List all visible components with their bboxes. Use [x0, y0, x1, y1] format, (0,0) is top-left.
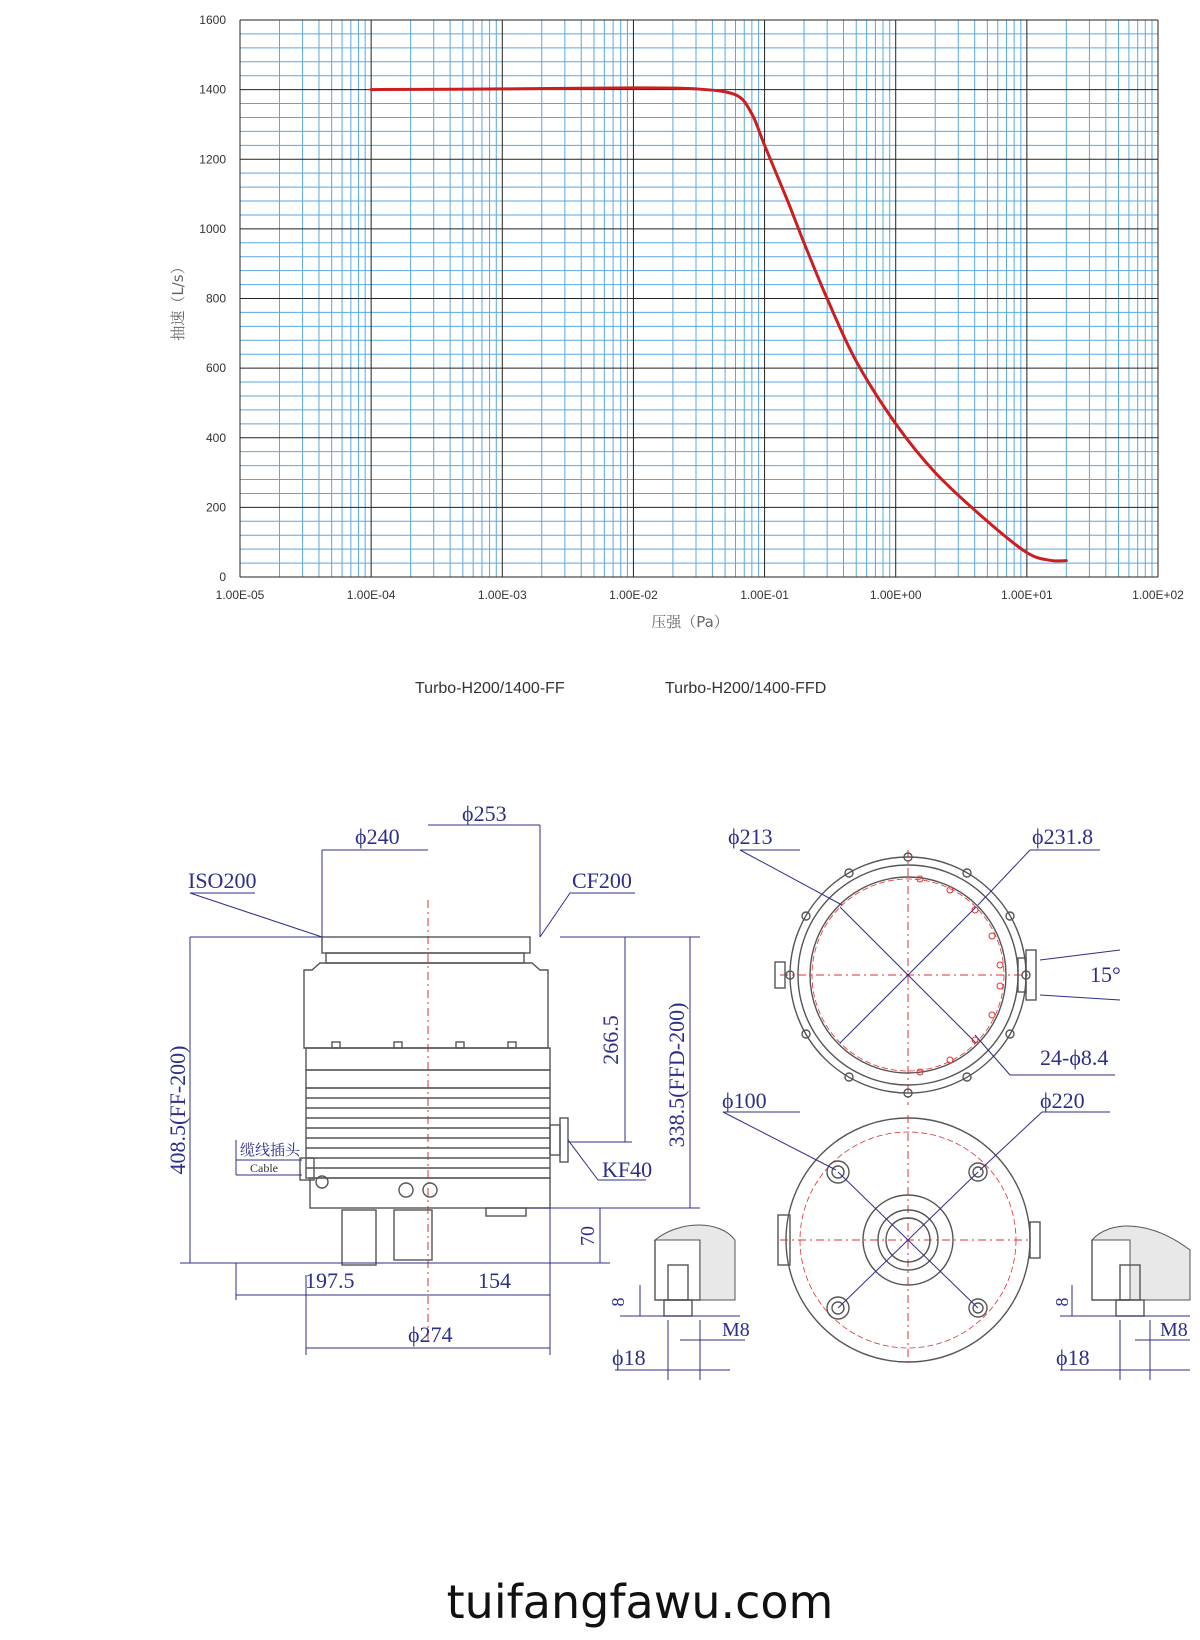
side-view-labels: [165, 801, 689, 1347]
bolt-detail-left-labels: [608, 1298, 750, 1371]
label-w197: 197.5: [305, 1268, 355, 1293]
label-8-left: 8: [608, 1297, 628, 1307]
y-tick-label: 0: [219, 570, 226, 584]
label-d18-left: ϕ18: [612, 1345, 646, 1370]
y-axis-label: 抽速（L/s）: [169, 259, 187, 341]
y-tick-label: 1200: [199, 152, 226, 167]
label-d231: ϕ231.8: [1032, 824, 1094, 849]
y-tick-label: 800: [205, 291, 226, 306]
model-names: [0, 680, 1200, 710]
y-axis-ticks: [199, 13, 226, 584]
technical-drawing: [0, 801, 1200, 1460]
label-h338: 338.5(FFD-200): [664, 1002, 689, 1148]
x-tick-label: 1.00E-01: [740, 588, 789, 602]
x-tick-label: 1.00E-02: [609, 588, 658, 602]
label-m8-left: M8: [722, 1319, 750, 1341]
x-tick-label: 1.00E+01: [1000, 588, 1053, 602]
label-holes: 24-ϕ8.4: [1040, 1045, 1109, 1070]
label-kf40: KF40: [602, 1157, 653, 1182]
label-m8-right: M8: [1160, 1319, 1188, 1341]
label-angle15: 15°: [1090, 962, 1121, 987]
model-ffd: Turbo-H200/1400-FFD: [665, 680, 827, 697]
label-h266: 266.5: [598, 1015, 623, 1065]
label-d253: ϕ253: [462, 801, 507, 826]
label-d240: ϕ240: [355, 824, 400, 849]
label-d274: ϕ274: [408, 1322, 453, 1347]
x-tick-label: 1.00E+02: [1132, 588, 1184, 602]
label-h70: 70: [577, 1226, 599, 1246]
label-cable-en: Cable: [250, 1161, 278, 1175]
model-ff: Turbo-H200/1400-FF: [415, 680, 565, 697]
x-axis-ticks: [216, 588, 1185, 602]
y-tick-label: 1600: [199, 13, 226, 27]
watermark: tuifangfawu.com: [446, 1575, 834, 1629]
label-d18-right: ϕ18: [1056, 1345, 1090, 1370]
side-view-dimensions: [180, 825, 700, 1355]
y-tick-label: 1400: [199, 82, 226, 97]
label-w154: 154: [478, 1268, 511, 1293]
x-tick-label: 1.00E-05: [215, 588, 265, 602]
cooling-fins: [306, 1098, 550, 1168]
y-tick-label: 1000: [199, 221, 226, 236]
label-cf200: CF200: [572, 868, 632, 893]
label-iso200: ISO200: [188, 868, 257, 893]
top-view-labels: [728, 824, 1121, 1070]
x-tick-label: 1.00E-03: [477, 588, 527, 602]
y-tick-label: 600: [205, 361, 226, 376]
x-axis-label: 压强（Pa）: [651, 613, 729, 631]
y-tick-label: 200: [205, 500, 226, 515]
label-d213: ϕ213: [728, 824, 773, 849]
top-bolts: [332, 1042, 516, 1048]
bottom-view-labels: [722, 1088, 1085, 1113]
x-tick-label: 1.00E+00: [869, 588, 922, 602]
x-tick-label: 1.00E-04: [346, 588, 396, 602]
bottom-view: [723, 1112, 1110, 1365]
label-d100: ϕ100: [722, 1088, 767, 1113]
label-h408: 408.5(FF-200): [165, 1045, 190, 1175]
label-cable-cn: 缆线插头: [240, 1143, 301, 1159]
label-8-right: 8: [1052, 1297, 1072, 1307]
pumping-speed-chart: [0, 0, 1200, 660]
y-tick-label: 400: [205, 430, 226, 445]
label-d220: ϕ220: [1040, 1088, 1085, 1113]
